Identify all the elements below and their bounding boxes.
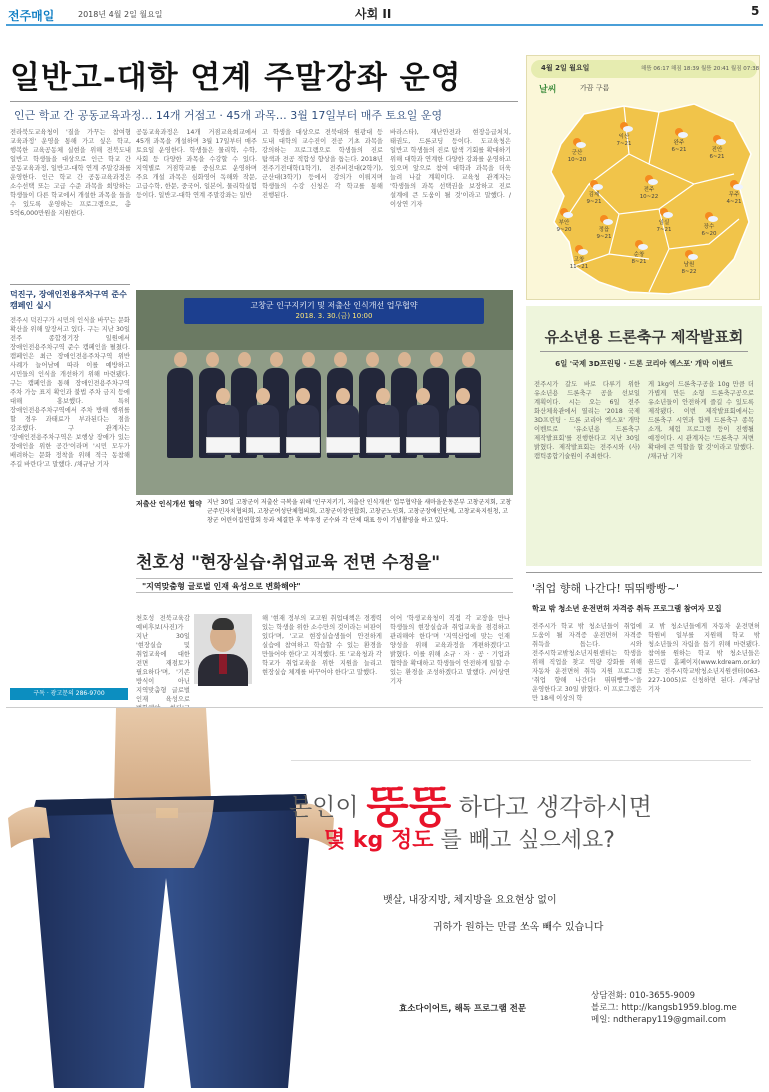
- city-temperature: 4~21: [726, 199, 742, 205]
- page-number: 5: [751, 4, 760, 18]
- second-subhead-bar: [136, 578, 513, 593]
- weather-cloud-icon: [593, 184, 603, 190]
- second-subhead: "지역맞춤형 글로벌 인재 육성으로 변화해야": [142, 582, 301, 591]
- weather-box: [526, 55, 760, 300]
- drone-column-2: 게 1kg이 드론축구공을 10g 만큼 더 가볍게 만든 소형 드론축구공으로 유소년들이 안전하게 즐길 수 있도록 제작됐다. 이번 제작발표회에서는 드론축구 시연과 함께 드론축구 종목 소개, 체험 프로그램 등이 진행될 예정이다. 시 관계자는 '드론축구 저변 확대에 큰 역할을 할 것'이라고 말했다. /채규남 기자: [648, 381, 754, 460]
- person-seated: [286, 388, 320, 488]
- city-temperature: 9~21: [596, 234, 612, 240]
- photo-caption-title: 저출산 인식개선 협약: [136, 500, 202, 508]
- newspaper-logo: 전주매일: [8, 9, 55, 23]
- city-name: 무주: [728, 192, 740, 198]
- portrait-hair: [212, 618, 234, 630]
- weather-date-bar: [531, 60, 760, 78]
- city-name: 김제: [588, 192, 600, 198]
- ad-jeans-illustration: [6, 708, 336, 1088]
- city-temperature: 10~20: [567, 157, 587, 163]
- person-seated: [366, 388, 400, 488]
- header-rule: [6, 24, 763, 26]
- weather-cloud-icon: [716, 139, 726, 145]
- person-seated: [326, 388, 360, 488]
- weather-map: [529, 94, 759, 299]
- city-temperature: 8~22: [681, 269, 697, 275]
- weather-cloud-icon: [663, 212, 673, 218]
- weather-cloud-icon: [603, 219, 613, 225]
- city-name: 남원: [683, 262, 695, 268]
- ad-line-1-b: 하다고 생각하시면: [458, 793, 652, 821]
- ad-line-2-emphasis: 몇 kg 정도: [324, 828, 434, 853]
- ad-line-2-b: 를 빼고 싶으세요?: [440, 828, 615, 853]
- city-name: 순창: [633, 252, 645, 258]
- sun-moon-times: 해뜸 06:17 해짐 18:39 월뜸 20:41 월짐 07:38: [641, 66, 760, 72]
- city-temperature: 7~21: [616, 141, 632, 147]
- main-subhead: 인근 학교 간 공동교육과정… 14개 거점고 · 45개 과목… 3월 17일부터 매주 토요일 운영: [14, 109, 443, 122]
- banner-title: 고창군 인구지키기 및 저출산 인식개선 업무협약: [250, 301, 418, 310]
- job-headline: '취업 향해 나간다! 뛰뛰빵빵~': [532, 582, 680, 595]
- city-name: 완주: [673, 140, 685, 146]
- weather-cloud-icon: [576, 142, 586, 148]
- weather-cloud-icon: [623, 126, 633, 132]
- second-headline: 천호성 "현장실습·취업교육 전면 수정을": [136, 553, 441, 573]
- weather-cloud-icon: [563, 212, 573, 218]
- city-name: 정읍: [598, 227, 610, 233]
- job-column-2: 교 밖 청소년들에게 자동차 운전면허 학원비 일부를 지원해 학교 밖 청소년들의 자립을 돕기 위해 마련됐다. 참여를 원하는 학교 밖 청소년들은 꿈드림 홈페이지(www.kdream.or.kr) 또는 전주시학교밖청소년지원센터(063-227-1005)로 신청하면 된다. /채규남 기자: [648, 623, 760, 693]
- article-column-2: 공동교육과정은 14개 거점교육희교에서 45개 과목을 개설하며 3월 17일부터 매주 토요일 운영한다. 학생들은 물리학, 수학, 사회 등 다양한 과목을 수강할 수 있다. 지역별로 거점학교를 중심으로 운영하며 주요 개설 과목은 심화영어 독해와 작문, 고급수학, 한문, 중국어, 일본어, 물리학실험 등이다. 일반고-대학 연계 주말강좌는 일반: [136, 129, 257, 199]
- ad-contact: [591, 990, 737, 1026]
- job-subhead: 학교 밖 청소년 운전면허 자격증 취득 프로그램 참여자 모집: [532, 604, 722, 613]
- second-column-2: 해 '현재 정부의 교고원 취업대책은 경쟁력 있는 학생을 위한 소수만의 것이라는 비판이 있다'며, '고교 현장실습생들이 안전하게 실습에 참여하고 학습할 수 있는 환경을 만들어야 한다'고 지적했다. 또 '교육청과 각 학교가 취업교육을 위한 지원을 늘리고 현장실습 체계를 바꾸어야 한다'고 말했다.: [262, 615, 382, 676]
- person-seated: [446, 388, 480, 488]
- main-headline: 일반고-대학 연계 주말강좌 운영: [10, 60, 462, 96]
- weather-cloud-icon: [638, 244, 648, 250]
- city-name: 전주: [643, 187, 655, 193]
- second-column-1b: [136, 688, 254, 702]
- city-name: 부안: [558, 220, 570, 226]
- section-name: 사회 II: [355, 7, 392, 21]
- weather-cloud-icon: [648, 179, 658, 185]
- city-name: 익산: [618, 134, 630, 140]
- city-temperature: 6~20: [701, 231, 717, 237]
- article-column-3: 고 학생을 대상으로 전북대와 원광대 등 도내 대학의 교수진이 전공 기초 과목을 강의하는 프로그램으로 학생들의 진로 탐색과 전공 적합성 향상을 돕는다. 2018년 전주기전대학(1학기), 전주비전대(2학기), 군산대(3학기) 등에서 강의가 이뤄지며 학생들의 수강 신청은 각 학교를 통해 진행된다.: [262, 129, 383, 199]
- person-standing: [166, 352, 194, 462]
- ad-line-1-emphasis: 뚱뚱: [366, 782, 452, 833]
- drone-subhead: 6일 '국제 3D프린팅 · 드론 코리아 엑스포' 개막 이벤트: [555, 359, 733, 368]
- portrait-tie: [219, 654, 227, 674]
- weather-cloud-icon: [678, 132, 688, 138]
- job-rule: [526, 572, 762, 573]
- group-photo: [136, 290, 513, 495]
- weather-cloud-icon: [708, 216, 718, 222]
- drone-article-box: [526, 306, 762, 566]
- drone-headline: 유소년용 드론축구 제작발표회: [544, 328, 744, 346]
- city-temperature: 7~21: [656, 227, 672, 233]
- city-temperature: 10~22: [639, 194, 659, 200]
- second-column-3: 이어 '학생교육청이 직접 각 교장을 만나 학생들의 현장실습과 취업교육을 점검하고 관리해야 한다'며 '지역산업에 맞는 인재 양성을 위해 교육과정을 개편하겠다'고 밝혔다. 이를 위해 소규 · 자 · 공 · 기업과 협약을 확대하고 학생들이 안전하게 일할 수 있는 환경을 조성하겠다고 말했다. /이상연 기자: [390, 615, 510, 685]
- weather-condition: 가끔 구름: [580, 84, 610, 92]
- city-temperature: 9~21: [586, 199, 602, 205]
- ad-phone: 상담전화: 010-3655-9009: [591, 991, 696, 1001]
- person-seated: [406, 388, 440, 488]
- weather-cloud-icon: [578, 249, 588, 255]
- sidebar-rule: [10, 284, 130, 285]
- ad-brand: 효소다이어트, 해독 프로그램 전문: [399, 1004, 527, 1014]
- weather-date: 4월 2일 월요일: [541, 64, 590, 72]
- torso: [114, 708, 211, 798]
- ad-divider: [291, 760, 751, 761]
- subscription-footer: 구독 · 광고문의 286-9700: [10, 688, 128, 700]
- city-name: 장수: [703, 224, 715, 230]
- person-seated: [206, 388, 240, 488]
- sidebar-article: 전주시 덕진구가 시민의 인식을 바꾸는 문화 확산을 위해 앞장서고 있다. 구는 지난 30일 전주 종합경기장 일원에서 장애인전용주차구역 준수 캠페인을 펼쳤다. 캠페인은 최근 장애인전용주차구역 위반 사례가 늘어남에 따라 이를 예방하고 시민들의 인식을 개선하기 위해 마련됐다. 구는 캠페인을 통해 장애인전용주차구역 주차 가능 표지 확인과 불법 주차 금지 등에 대해 홍보했다. 특히 장애인전용주차구역에서 주차 방해 행위를 할 경우 과태료가 부과된다는 점을 강조했다. 구 관계자는 '장애인전용주차구역은 보행상 장애가 있는 장애인을 위한 공간'이라며 '시민 모두가 배려하는 문화 정착을 위해 적극 동참해 주길 바란다'고 말했다. /채규남 기자: [10, 317, 130, 468]
- photo-caption: 지난 30일 고창군이 저출산 극복을 위해 '인구지키기, 저출산 인식개선' 업무협약을 새마을운동본부 고창군지회, 고창군주민자치협의회, 고창군여성단체협의회, 고창군이장연합회, 고창군노인회, 고창군장애인단체, 고창교육지원청, 고창군 어린이집연합회 등과 체결한 후 박우정 군수와 각 단체 대표 등이 기념촬영을 하고 있다.: [207, 499, 512, 524]
- city-name: 고창: [573, 257, 585, 263]
- drone-column-1: 전주시가 갈도 바로 다루기 위한 유소년용 드론축구 공을 선보일 계획이다. 시는 오는 6일 전주 화산체육관에서 열리는 '2018 국제 3D프린팅 · 드론 코리아 엑스포' 개막 이벤트로 '유소년용 드론축구 제작발표회'를 진행한다고 지난 30일 밝혔다. 제작발표회는 전주시와 (사)캠틱종합기술원이 주최한다.: [534, 381, 640, 460]
- city-temperature: 8~21: [631, 259, 647, 265]
- headline-rule: [10, 101, 518, 102]
- banner-date: 2018. 3. 30.(금) 10:00: [295, 312, 373, 320]
- city-temperature: 11~21: [569, 264, 589, 270]
- ad-line-2: [324, 823, 615, 854]
- city-temperature: 6~21: [709, 154, 725, 160]
- ad-blog[interactable]: 블로그: http://kangsb1959.blog.me: [591, 1003, 737, 1013]
- city-name: 군산: [571, 150, 583, 156]
- article-column-4: 바라스타), 재난안전과 현장응급처치, 태권도, 드론코딩 등이다. 도교육청은 일반고 학생들의 진로 탐색 기회를 확대하기 위해 대학과 연계한 다양한 강좌를 운영하고 있으며 앞으로 참여 대학과 과목을 더욱 늘려 나갈 계획이다. 교육청 관계자는 '학생들의 과목 선택권을 보장하고 진로 설계에 큰 도움이 될 것'이라고 말했다. /이상연 기자: [390, 129, 511, 208]
- city-temperature: 6~21: [671, 147, 687, 153]
- person-seated: [246, 388, 280, 488]
- city-name: 임실: [658, 220, 670, 226]
- job-column-1: 전주시가 학교 밖 청소년들이 취업에 도움이 될 자격증 운전면허 자격증 취득을 돕는다. 시와 전주시학교밖청소년지원센터는 학생을 위해 직업을 찾고 역량 강화를 위해 자동차 운전면허 취득 지원 프로그램 '취업 향해 나간다! 뛰뛰빵빵~'을 운영한다고 30일 밝혔다. 이 프로그램은 만 18세 이상의 학: [532, 623, 642, 702]
- sidebar-headline: 덕진구, 장애인전용주차구역 준수 캠페인 실시: [10, 290, 127, 310]
- candidate-portrait: [194, 614, 252, 684]
- ad-line-4: 귀하가 원하는 만큼 쏘옥 빼수 있습니다: [433, 922, 604, 933]
- weather-cloud-icon: [688, 254, 698, 260]
- ad-line-1-a: 본인이: [289, 793, 359, 821]
- issue-date: 2018년 4월 2일 월요일: [78, 10, 163, 19]
- city-name: 진안: [711, 147, 723, 153]
- ad-email[interactable]: 메일: ndtherapy119@gmail.com: [591, 1015, 727, 1025]
- article-column-1: 전라북도교육청이 '질을 가꾸는 참여형 교육과정' 운영을 통해 가고 싶은 학교, 행복한 교육공동체 실현을 위해 전북도내 일반고 학생들을 대상으로 인근 학교 간 공동교육과정, 일반고-대학 연계 주말강좌를 운영한다. 인근 학교 간 공동교육과정은 소수선택 또는 고급 수준 과목을 희망하는 학생들이 다른 학교에서 개설한 과목을 들을 수 있도록 운영하는 프로그램으로, 총 5억6,000만원을 지원한다.: [10, 129, 131, 217]
- weather-cloud-icon: [733, 184, 743, 190]
- city-temperature: 9~20: [556, 227, 572, 233]
- drone-rule: [540, 351, 748, 352]
- weather-label: 날씨: [539, 85, 557, 95]
- ad-line-3: 뱃살, 내장지방, 체지방을 요요현상 없이: [383, 895, 557, 906]
- people-group: [136, 290, 513, 495]
- second-column-1a: 천호성 전북교육감 예비후보(사진)가 지난 30일 '현장실습 및 취업교육에 대한 전면 재점토가 필요하다'며, '기존 방식이 아닌 지역맞춤형 글로벌 인재 육성으로: [136, 615, 190, 703]
